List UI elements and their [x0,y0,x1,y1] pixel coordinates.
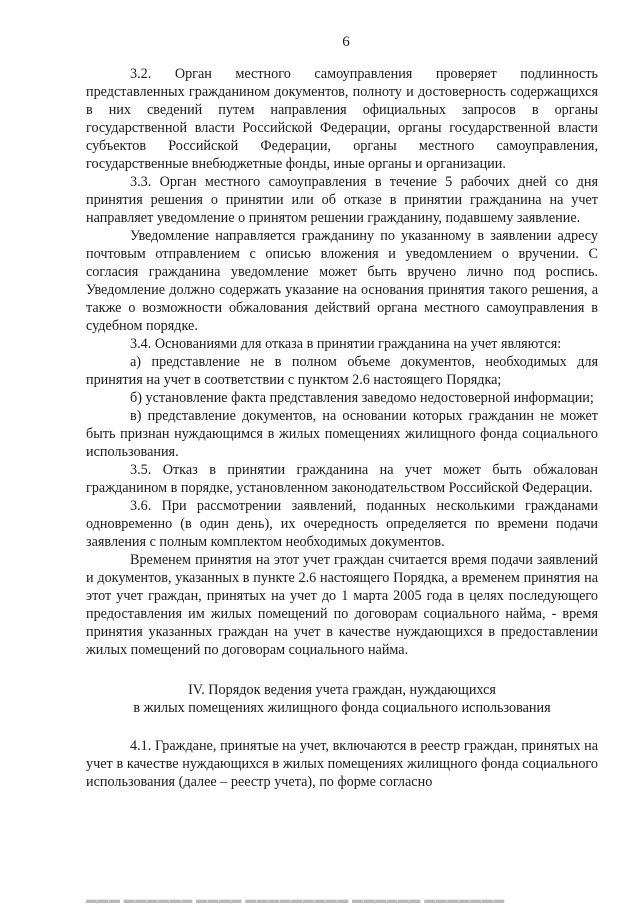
footer-cutoff-text: ▬▬▬ ▬▬▬▬▬▬ ▬▬▬▬ ▬▬▬▬▬▬▬▬▬ ▬▬▬▬▬▬ ▬▬▬▬▬▬▬ [86,895,505,903]
paragraph-3-4: 3.4. Основаниями для отказа в принятии гражданина на учет являются: [130,336,562,352]
paragraph-4-1: 4.1. Граждане, принятые на учет, включаются в реестр граждан, принятых на учет в качестве нуждающихся в жилых помещениях жилищного фонда социального использования (далее – реестр учета), по форме согласно [86,738,598,790]
list-item-v: в) представление документов, на основании которых гражданин не может быть признан нуждающимся в жилых помещениях жилищного фонда социального использования. [86,408,598,460]
paragraph-3-2: 3.2. Орган местного самоуправления проверяет подлинность представленных гражданином документов, полноту и достоверность содержащихся в них сведений путем направления официальных запросов в органы государственной власти Российской Федерации, органы государственной власти субъектов Российской Федерации, органы местного самоуправления, государственные внебюджетные фонды, иные органы и организации. [86,66,598,172]
paragraph-notification: Уведомление направляется гражданину по указанному в заявлении адресу почтовым отправлением с описью вложения и уведомлением о вручении. С согласия гражданина уведомление может быть вручено лично под роспись. Уведомление должно содержать указание на основания принятия такого решения, а также о возможности обжалования действий органа местного самоуправления в судебном порядке. [86,228,598,334]
section-heading-line-1: IV. Порядок ведения учета граждан, нуждающихся [188,682,496,698]
page-number: 6 [342,34,350,50]
paragraph-3-5: 3.5. Отказ в принятии гражданина на учет может быть обжалован гражданином в порядке, установленном законодательством Российской Федерации. [86,462,598,496]
paragraph-3-3: 3.3. Орган местного самоуправления в течение 5 рабочих дней со дня принятия решения о принятии или об отказе в принятии гражданина на учет направляет уведомление о принятом решении гражданину, подавшему заявление. [86,174,598,226]
section-heading-iv [86,681,598,717]
document-body [86,65,598,791]
list-item-b: б) установление факта представления заведомо недостоверной информации; [130,390,594,406]
list-item-a: а) представление не в полном объеме документов, необходимых для принятия на учет в соответствии с пунктом 2.6 настоящего Порядка; [86,354,598,388]
paragraph-3-6: 3.6. При рассмотрении заявлений, поданных несколькими гражданами одновременно (в один день), их очередность определяется по времени подачи заявления с полным комплектом необходимых документов. [86,498,598,550]
section-heading-line-2: в жилых помещениях жилищного фонда социального использования [133,700,551,716]
paragraph-time-of-acceptance: Временем принятия на этот учет граждан считается время подачи заявлений и документов, указанных в пункте 2.6 настоящего Порядка, а временем принятия на этот учет граждан, принятых на учет до 1 марта 2005 года в целях последующего предоставления им жилых помещений по договорам социального найма, - время принятия указанных граждан на учет в качестве нуждающихся в предоставлении жилых помещений по договорам социального найма. [86,552,598,658]
